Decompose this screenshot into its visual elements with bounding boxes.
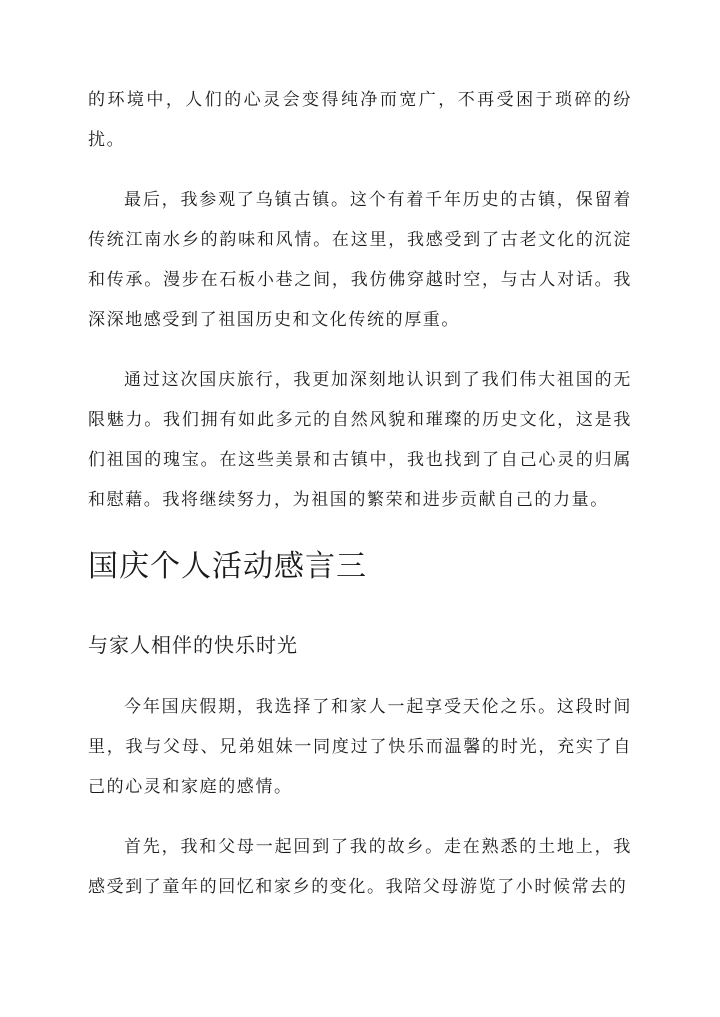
section-heading: 国庆个人活动感言三 bbox=[88, 549, 367, 584]
paragraph-wuzhen: 最后，我参观了乌镇古镇。这个有着千年历史的古镇，保留着传统江南水乡的韵味和风情。在这里，我感受到了古老文化的沉淀和传承。漫步在石板小巷之间，我仿佛穿越时空，与古人对话。我深深地感受到了祖国历史和文化传统的厚重。 bbox=[88, 190, 632, 330]
paragraph-continuation: 的环境中，人们的心灵会变得纯净而宽广，不再受困于琐碎的纷扰。 bbox=[88, 90, 632, 150]
paragraph-hometown: 首先，我和父母一起回到了我的故乡。走在熟悉的土地上，我感受到了童年的回忆和家乡的变化。我陪父母游览了小时候常去的 bbox=[88, 837, 632, 897]
paragraph-conclusion: 通过这次国庆旅行，我更加深刻地认识到了我们伟大祖国的无限魅力。我们拥有如此多元的自然风貌和璀璨的历史文化，这是我们祖国的瑰宝。在这些美景和古镇中，我也找到了自己心灵的归属和慰藉。我将继续努力，为祖国的繁荣和进步贡献自己的力量。 bbox=[88, 370, 632, 510]
paragraph-family-intro: 今年国庆假期，我选择了和家人一起享受天伦之乐。这段时间里，我与父母、兄弟姐妹一同度过了快乐而温馨的时光，充实了自己的心灵和家庭的感情。 bbox=[88, 697, 632, 797]
document-page bbox=[88, 0, 632, 907]
section-subheading: 与家人相伴的快乐时光 bbox=[88, 633, 298, 657]
